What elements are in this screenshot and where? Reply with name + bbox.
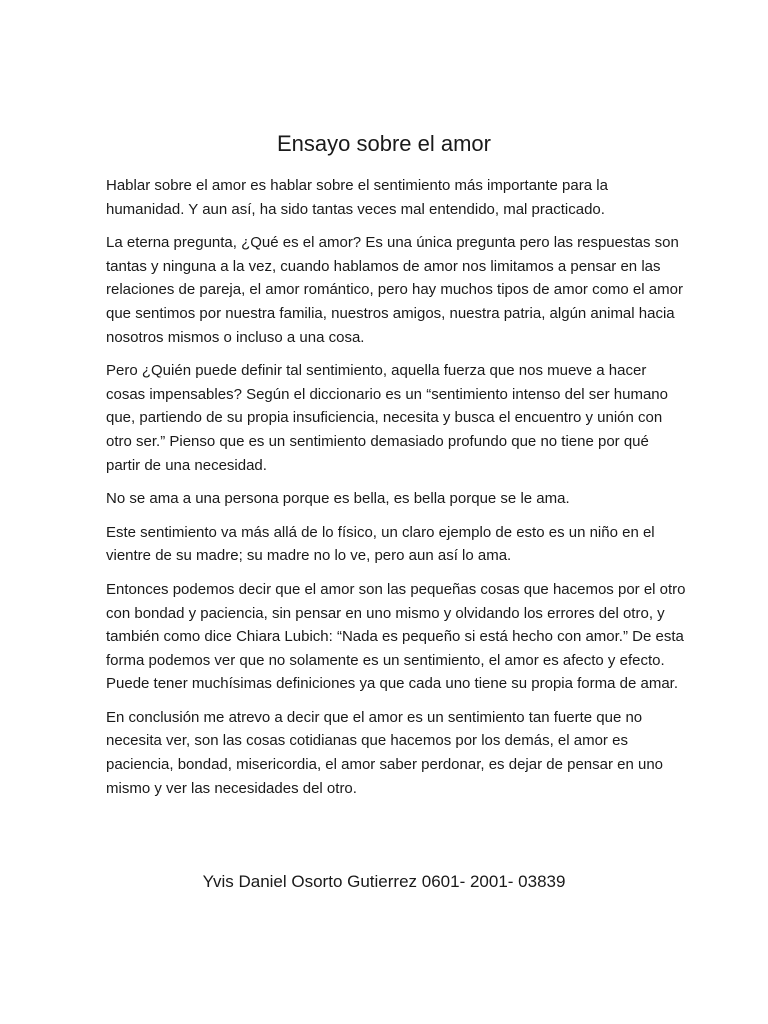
paragraph-definition: Pero ¿Quién puede definir tal sentimiento, aquella fuerza que nos mueve a hacer cosas impensables? Según el diccionario es un “sentimiento intenso del ser humano que, partiendo de su propia insuficiencia, necesita y busca el encuentro y unión con otro ser.” Pienso que es un sentimiento demasiado profundo que no tiene por qué partir de una necesidad.: [106, 362, 668, 474]
paragraph-beauty: No se ama a una persona porque es bella, es bella porque se le ama.: [106, 490, 570, 508]
document-body: [106, 174, 686, 810]
paragraph-example: Este sentimiento va más allá de lo físico, un claro ejemplo de esto es un niño en el vientre de su madre; su madre no lo ve, pero aun así lo ama.: [106, 523, 655, 565]
paragraph-intro: Hablar sobre el amor es hablar sobre el sentimiento más importante para la humanidad. Y aun así, ha sido tantas veces mal entendido, mal practicado.: [106, 177, 608, 218]
document-title: Ensayo sobre el amor: [277, 131, 491, 156]
paragraph-conclusion: En conclusión me atrevo a decir que el amor es un sentimiento tan fuerte que no necesita ver, son las cosas cotidianas que hacemos por los demás, el amor es paciencia, bondad, misericordia, el amor saber perdonar, es dejar de pensar en uno mismo y ver las necesidades del otro.: [106, 708, 664, 797]
paragraph-small-things: Entonces podemos decir que el amor son las pequeñas cosas que hacemos por el otro con bondad y paciencia, sin pensar en uno mismo y olvidando los errores del otro, y también como dice Chiara Lubich: “Nada es pequeño si está hecho con amor.” De esta forma podemos ver que no solamente es un sentimiento, el amor es afecto y efecto. Puede tener muchísimas definiciones ya que cada uno tiene su propia forma de amar.: [106, 580, 686, 693]
paragraph-question: La eterna pregunta, ¿Qué es el amor? Es una única pregunta pero las respuestas son tantas y ninguna a la vez, cuando hablamos de amor nos limitamos a pensar en las relaciones de pareja, el amor romántico, pero hay muchos tipos de amor como el amor que sentimos por nuestra familia, nuestros amigos, nuestra patria, algún animal hacia nosotros mismos o incluso a una cosa.: [106, 234, 683, 346]
author-signature: Yvis Daniel Osorto Gutierrez 0601- 2001- 03839: [202, 872, 566, 891]
